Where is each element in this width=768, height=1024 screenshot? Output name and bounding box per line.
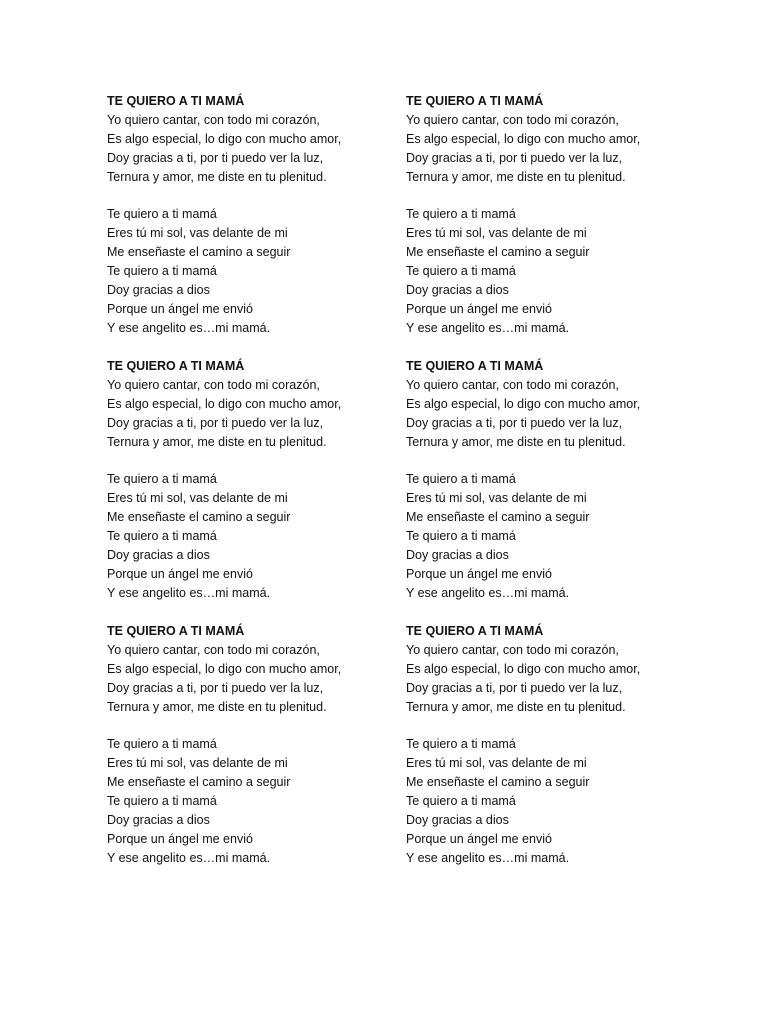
chorus-line: Y ese angelito es…mi mamá. <box>107 585 271 600</box>
verse-line: Yo quiero cantar, con todo mi corazón, <box>406 642 619 657</box>
verse-line: Ternura y amor, me diste en tu plenitud. <box>107 169 327 184</box>
lyrics-copy <box>406 357 696 603</box>
chorus-line: Y ese angelito es…mi mamá. <box>406 585 570 600</box>
verse-line: Yo quiero cantar, con todo mi corazón, <box>107 642 320 657</box>
verse-line: Es algo especial, lo digo con mucho amor, <box>107 396 342 411</box>
verse-line: Es algo especial, lo digo con mucho amor, <box>107 131 342 146</box>
song-title: TE QUIERO A TI MAMÁ <box>107 94 245 108</box>
chorus-line: Doy gracias a dios <box>107 283 210 298</box>
chorus-line: Porque un ángel me envió <box>406 831 552 846</box>
lyrics-copy <box>107 357 397 603</box>
chorus-line: Te quiero a ti mamá <box>406 472 516 487</box>
chorus-line: Porque un ángel me envió <box>406 566 552 581</box>
chorus-line: Doy gracias a dios <box>406 548 509 563</box>
verse-line: Doy gracias a ti, por ti puedo ver la luz, <box>406 150 623 165</box>
chorus-line: Porque un ángel me envió <box>107 301 253 316</box>
chorus-line: Porque un ángel me envió <box>406 301 552 316</box>
chorus-line: Eres tú mi sol, vas delante de mi <box>107 491 288 506</box>
lyrics-copy <box>406 622 696 868</box>
verse-line: Ternura y amor, me diste en tu plenitud. <box>406 169 626 184</box>
chorus-line: Y ese angelito es…mi mamá. <box>406 850 570 865</box>
chorus-line: Doy gracias a dios <box>406 283 509 298</box>
verse-line: Es algo especial, lo digo con mucho amor, <box>107 661 342 676</box>
chorus-line: Eres tú mi sol, vas delante de mi <box>406 756 587 771</box>
lyrics-copy <box>107 622 397 868</box>
chorus-line: Doy gracias a dios <box>107 548 210 563</box>
verse-line: Doy gracias a ti, por ti puedo ver la luz, <box>107 150 324 165</box>
chorus-line: Te quiero a ti mamá <box>406 207 516 222</box>
verse-line: Yo quiero cantar, con todo mi corazón, <box>107 377 320 392</box>
song-title: TE QUIERO A TI MAMÁ <box>406 94 544 108</box>
verse-line: Yo quiero cantar, con todo mi corazón, <box>406 377 619 392</box>
chorus-line: Te quiero a ti mamá <box>406 737 516 752</box>
song-title: TE QUIERO A TI MAMÁ <box>406 359 544 373</box>
chorus-line: Doy gracias a dios <box>107 813 210 828</box>
verse-line: Yo quiero cantar, con todo mi corazón, <box>107 112 320 127</box>
song-title: TE QUIERO A TI MAMÁ <box>406 624 544 638</box>
chorus-line: Y ese angelito es…mi mamá. <box>107 320 271 335</box>
chorus-line: Te quiero a ti mamá <box>107 207 217 222</box>
song-title: TE QUIERO A TI MAMÁ <box>107 624 245 638</box>
chorus-line: Me enseñaste el camino a seguir <box>107 510 291 525</box>
chorus-line: Te quiero a ti mamá <box>406 794 516 809</box>
song-title: TE QUIERO A TI MAMÁ <box>107 359 245 373</box>
chorus-line: Te quiero a ti mamá <box>107 794 217 809</box>
chorus-line: Eres tú mi sol, vas delante de mi <box>406 491 587 506</box>
chorus-line: Me enseñaste el camino a seguir <box>406 245 590 260</box>
stanza-gap <box>107 452 397 471</box>
chorus-line: Te quiero a ti mamá <box>107 264 217 279</box>
verse-line: Ternura y amor, me diste en tu plenitud. <box>406 434 626 449</box>
verse-line: Doy gracias a ti, por ti puedo ver la luz, <box>107 680 324 695</box>
verse-line: Es algo especial, lo digo con mucho amor, <box>406 661 641 676</box>
verse-line: Ternura y amor, me diste en tu plenitud. <box>107 699 327 714</box>
verse-line: Doy gracias a ti, por ti puedo ver la luz, <box>406 680 623 695</box>
verse-line: Doy gracias a ti, por ti puedo ver la luz, <box>107 415 324 430</box>
chorus-line: Te quiero a ti mamá <box>406 264 516 279</box>
chorus-line: Porque un ángel me envió <box>107 831 253 846</box>
stanza-gap <box>107 187 397 206</box>
chorus-line: Te quiero a ti mamá <box>107 737 217 752</box>
verse-line: Es algo especial, lo digo con mucho amor, <box>406 131 641 146</box>
chorus-line: Doy gracias a dios <box>406 813 509 828</box>
chorus-line: Y ese angelito es…mi mamá. <box>406 320 570 335</box>
stanza-gap <box>406 717 696 736</box>
verse-line: Doy gracias a ti, por ti puedo ver la luz, <box>406 415 623 430</box>
verse-line: Ternura y amor, me diste en tu plenitud. <box>406 699 626 714</box>
chorus-line: Te quiero a ti mamá <box>107 529 217 544</box>
chorus-line: Y ese angelito es…mi mamá. <box>107 850 271 865</box>
chorus-line: Me enseñaste el camino a seguir <box>406 775 590 790</box>
stanza-gap <box>406 452 696 471</box>
chorus-line: Eres tú mi sol, vas delante de mi <box>107 756 288 771</box>
chorus-line: Te quiero a ti mamá <box>406 529 516 544</box>
chorus-line: Me enseñaste el camino a seguir <box>406 510 590 525</box>
chorus-line: Eres tú mi sol, vas delante de mi <box>107 226 288 241</box>
chorus-line: Me enseñaste el camino a seguir <box>107 775 291 790</box>
lyrics-copy <box>107 92 397 338</box>
stanza-gap <box>107 717 397 736</box>
verse-line: Ternura y amor, me diste en tu plenitud. <box>107 434 327 449</box>
stanza-gap <box>406 187 696 206</box>
chorus-line: Eres tú mi sol, vas delante de mi <box>406 226 587 241</box>
lyrics-copy <box>406 92 696 338</box>
chorus-line: Porque un ángel me envió <box>107 566 253 581</box>
chorus-line: Te quiero a ti mamá <box>107 472 217 487</box>
verse-line: Es algo especial, lo digo con mucho amor, <box>406 396 641 411</box>
chorus-line: Me enseñaste el camino a seguir <box>107 245 291 260</box>
verse-line: Yo quiero cantar, con todo mi corazón, <box>406 112 619 127</box>
